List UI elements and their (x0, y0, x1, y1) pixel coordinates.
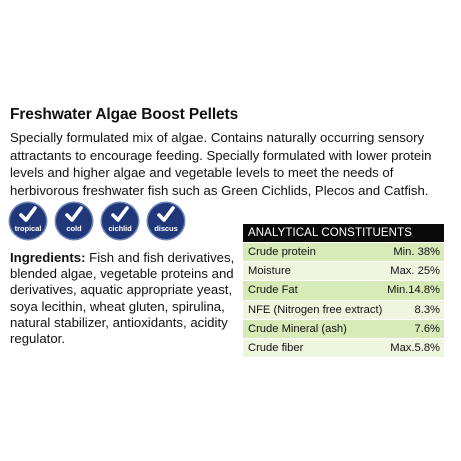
constituent-name: Crude fiber (248, 342, 304, 355)
description-line: levels and higher algae and vegetable levels to meet the needs of (10, 165, 394, 181)
ingredients-line: blended algae, vegetable proteins and (10, 266, 234, 282)
badge-discus (148, 203, 184, 239)
table-row (243, 300, 444, 319)
table-header: ANALYTICAL CONSTITUENTS (243, 224, 444, 242)
badge-label: tropical (14, 224, 42, 233)
description-line: attractants to encourage feeding. Specially formulated with lower protein (10, 147, 432, 163)
description-line: Specially formulated mix of algae. Contains naturally occurring sensory (10, 130, 425, 145)
constituent-value: 8.3% (414, 303, 440, 316)
ingredients-block (10, 250, 242, 347)
constituent-name: Moisture (248, 265, 291, 278)
table-row (243, 261, 444, 280)
ingredients-line: soya lecithin, wheat gluten, spirulina, (10, 298, 225, 314)
analytical-constituents-table (243, 224, 444, 357)
badge-label: cichlid (108, 224, 132, 233)
constituent-value: 7.6% (414, 322, 440, 335)
constituent-name: Crude Fat (248, 284, 298, 297)
ingredients-line: regulator. (10, 331, 65, 347)
constituent-name: Crude Mineral (ash) (248, 322, 347, 335)
ingredients-line: derivatives, aquatic appropriate yeast, (10, 282, 233, 298)
table-row (243, 319, 444, 338)
constituent-name: NFE (Nitrogen free extract) (248, 303, 383, 316)
constituent-value: Max. 25% (390, 265, 440, 278)
ingredients-label: Ingredients: (10, 250, 86, 265)
table-row (243, 280, 444, 299)
product-description (10, 129, 450, 199)
badge-tropical (10, 203, 46, 239)
constituent-value: Min.14.8% (387, 284, 440, 297)
ingredients-line: natural stabilizer, antioxidants, acidity (10, 314, 228, 330)
product-title: Freshwater Algae Boost Pellets (10, 106, 239, 123)
table-row (243, 338, 444, 357)
constituent-value: Max.5.8% (390, 342, 440, 355)
badge-cichlid (102, 203, 138, 239)
badge-label: discus (154, 224, 178, 233)
check-icon (157, 206, 175, 223)
badge-label: cold (66, 224, 82, 233)
check-icon (111, 206, 129, 223)
badge-cold (56, 203, 92, 239)
constituent-name: Crude protein (248, 246, 316, 259)
check-icon (19, 206, 37, 223)
ingredients-line: Fish and fish derivatives, (85, 250, 235, 265)
constituent-value: Min. 38% (393, 246, 440, 259)
description-line: herbivorous freshwater fish such as Green Cichlids, Plecos and Catfish. (10, 182, 429, 198)
table-row (243, 242, 444, 261)
check-icon (65, 206, 83, 223)
